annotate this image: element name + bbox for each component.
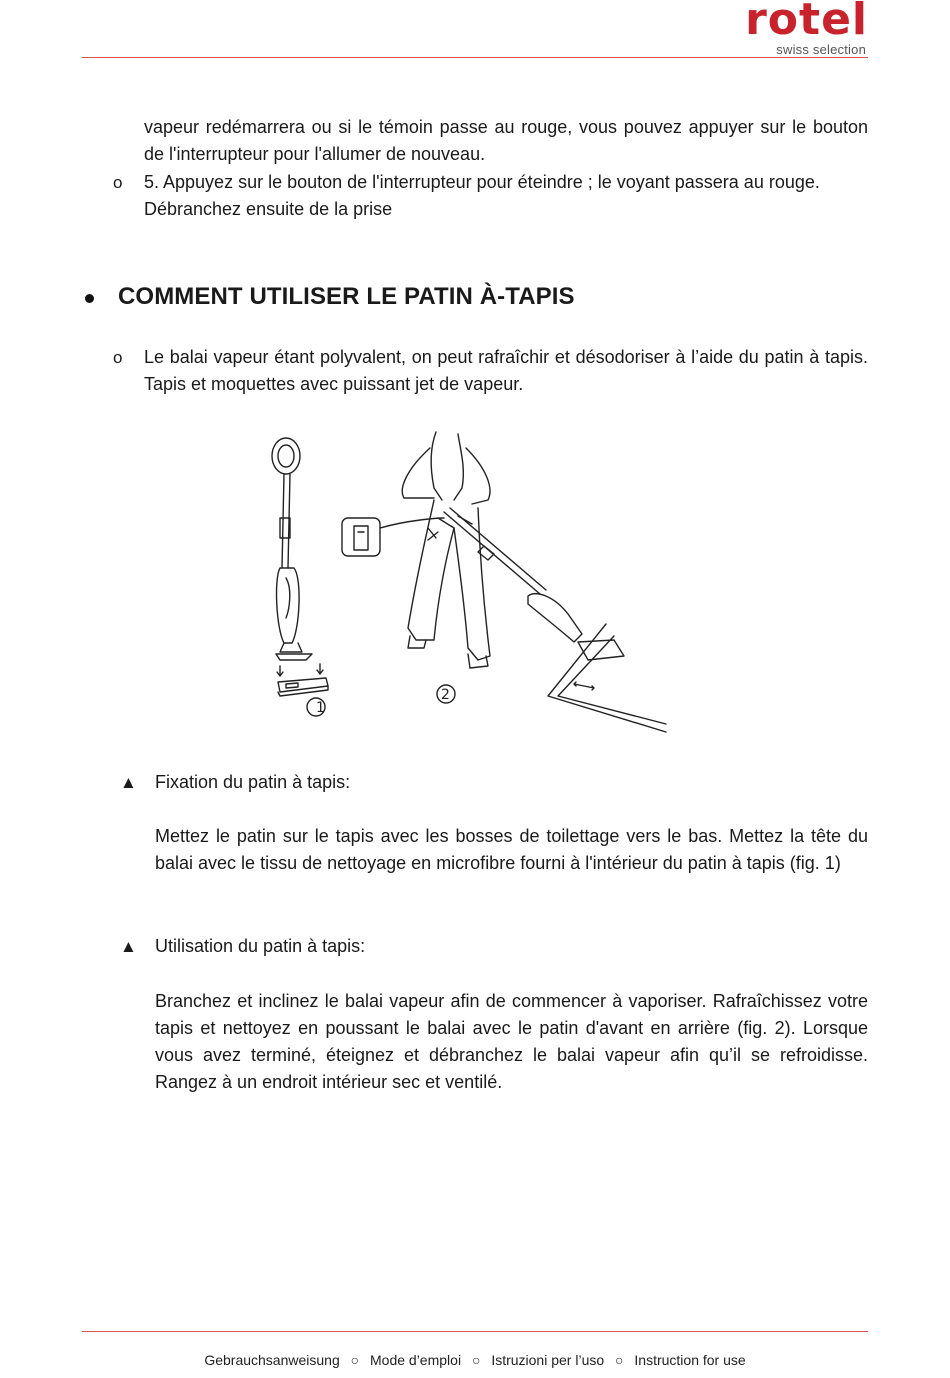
section-2-text: Branchez et inclinez le balai vapeur afin de commencer à vaporiser. Rafraîchissez votre tapis et nettoyez en poussant le balai avec le patin d'avant en arrière (fig. 2). Lorsque vous avez terminé, éteignez et débranchez le balai vapeur afin qu’il se refroidisse. Rangez à un endroit intérieur sec et ventilé.	[155, 991, 868, 1092]
section-1-title: Fixation du patin à tapis:	[155, 772, 351, 792]
section-heading: COMMENT UTILISER LE PATIN À-TAPIS	[118, 283, 575, 310]
step-5-line-1: 5. Appuyez sur le bouton de l'interrupteur pour éteindre ; le voyant passera au rouge.	[144, 172, 820, 192]
figure-2-mop-handle	[444, 508, 546, 594]
hollow-bullet-icon: o	[113, 173, 123, 192]
triangle-bullet-icon: ▲	[120, 773, 137, 792]
triangle-bullet-icon: ▲	[120, 937, 137, 956]
continuation-paragraph: vapeur redémarrera ou si le témoin passe au rouge, vous pouvez appuyer sur le bouton de l'interrupteur pour l'allumer de nouveau.	[144, 117, 868, 164]
footer-item-english: Instruction for use	[634, 1352, 746, 1368]
footer-item-french: Mode d’emploi	[370, 1352, 462, 1368]
footer-item-german: Gebrauchsanweisung	[204, 1352, 340, 1368]
figure-1-mop	[272, 438, 328, 696]
footer-item-italian: Istruzioni per l’uso	[491, 1352, 605, 1368]
footer-separator-icon: ○	[471, 1352, 481, 1368]
figure-2-number: 2	[441, 687, 450, 703]
footer-divider	[82, 1331, 868, 1332]
section-1-text: Mettez le patin sur le tapis avec les bosses de toilettage vers le bas. Mettez la tête du balai avec le tissu de nettoyage en microfibre fourni à l'intérieur du patin à tapis (fig. 1)	[155, 826, 868, 873]
figure-2-person	[402, 432, 490, 668]
hollow-bullet-icon: o	[113, 348, 123, 367]
header-divider	[82, 57, 868, 58]
intro-paragraph: Le balai vapeur étant polyvalent, on peut rafraîchir et désodoriser à l’aide du patin à tapis. Tapis et moquettes avec puissant jet de vapeur.	[144, 347, 868, 394]
filled-bullet-icon	[85, 294, 94, 303]
footer-languages	[0, 1352, 950, 1368]
step-5-line-2: Débranchez ensuite de la prise	[144, 199, 393, 219]
section-2-title: Utilisation du patin à tapis:	[155, 936, 366, 956]
logo-tagline: swiss selection	[776, 42, 866, 57]
figure-1-number: 1	[316, 700, 325, 716]
footer-separator-icon: ○	[615, 1352, 624, 1368]
footer-separator-icon: ○	[350, 1352, 360, 1368]
logo-wordmark: rotel	[745, 0, 868, 45]
steam-mop-illustration	[258, 428, 670, 740]
rotel-logo	[718, 0, 868, 60]
